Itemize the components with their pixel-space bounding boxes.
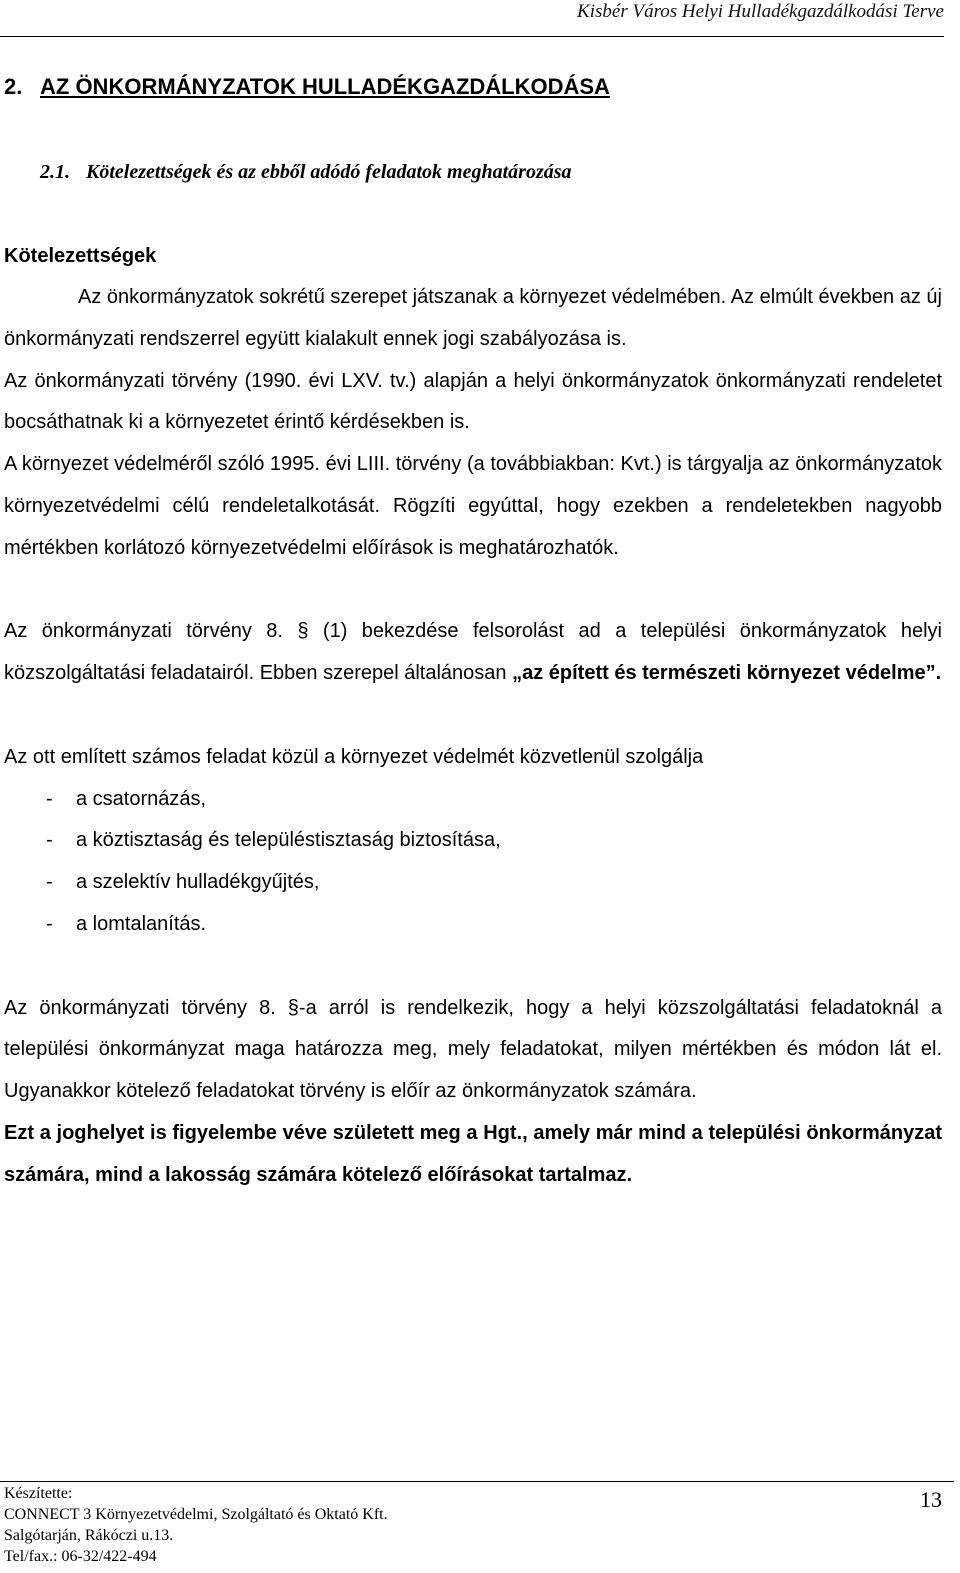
- paragraph-hgt-bold: Ezt a joghelyet is figyelembe véve született meg a Hgt., amely már mind a települési önkormányzat számára, mind a lakosság számára kötelező előírásokat tartalmaz.: [4, 1121, 942, 1186]
- page-number: 13: [920, 1487, 942, 1512]
- running-header: Kisbér Város Helyi Hulladékgazdálkodási Terve: [577, 1, 944, 22]
- paragraph-gap: [4, 570, 942, 612]
- paragraph-gap: [4, 695, 942, 737]
- list-item: [4, 820, 942, 862]
- paragraph-section-8-text: Az önkormányzati törvény 8. § (1) bekezdése felsorolást ad a települési önkormányzatok helyi közszolgáltatási feladatairól. Ebben szerepel általánosan: [4, 620, 942, 685]
- section-title: Kötelezettségek és az ebből adódó feladatok meghatározása: [86, 161, 572, 183]
- paragraph-mandatory-tasks: Az önkormányzati törvény 8. §-a arról is rendelkezik, hogy a helyi közszolgáltatási feladatoknál a települési önkormányzat maga határozza meg, mely feladatokat, milyen mértékben és módon lát el. Ugyanakkor kötelező feladatokat törvény is előír az önkormányzatok számára.: [4, 996, 942, 1103]
- chapter-title: AZ ÖNKORMÁNYZATOK HULLADÉKGAZDÁLKODÁSA: [40, 74, 610, 99]
- list-item: [4, 779, 942, 821]
- list-item-text: a köztisztaság és településtisztaság biztosítása,: [76, 829, 501, 852]
- list-item-text: a csatornázás,: [76, 787, 207, 810]
- list-item: [4, 862, 942, 904]
- footer-phone: Tel/fax.: 06-32/422-494: [4, 1548, 157, 1565]
- list-item-text: a lomtalanítás.: [76, 912, 207, 935]
- list-marker: -: [46, 787, 53, 810]
- footer-company: CONNECT 3 Környezetvédelmi, Szolgáltató és Oktató Kft.: [4, 1506, 388, 1523]
- list-marker: -: [46, 829, 53, 852]
- paragraph-gap: [4, 946, 942, 988]
- footer-prepared-by: Készítette:: [4, 1485, 73, 1502]
- chapter-number: 2.: [4, 74, 23, 99]
- paragraph-intro: Az önkormányzatok sokrétű szerepet játszanak a környezet védelmében. Az elmúlt években az új önkormányzati rendszerrel együtt kialakult ennek jogi szabályozása is.: [4, 286, 942, 350]
- paragraph-hgt: [4, 1113, 942, 1197]
- footer: [4, 1483, 604, 1567]
- paragraph-law-1990: Az önkormányzati törvény (1990. évi LXV. tv.) alapján a helyi önkormányzatok önkormányzati rendeletet bocsáthatnak ki a környezetet érintő kérdésekben is.: [4, 369, 942, 434]
- subheading: Kötelezettségek: [4, 245, 157, 267]
- paragraph-list-intro: Az ott említett számos feladat közül a környezet védelmét közvetlenül szolgálja: [4, 745, 704, 768]
- paragraph-kvt: A környezet védelméről szóló 1995. évi LIII. törvény (a továbbiakban: Kvt.) is tárgyalja az önkormányzatok környezetvédelmi célú rendeletalkotását. Rögzíti egyúttal, hogy ezekben a rendeletekben nagyobb mértékben korlátozó környezetvédelmi előírások is meghatározhatók.: [4, 453, 942, 559]
- list-item: [4, 904, 942, 946]
- list-marker: -: [46, 912, 53, 935]
- header-divider: [0, 36, 944, 37]
- paragraph-section-8-emphasis: „az épített és természeti környezet védelme”.: [512, 662, 942, 685]
- footer-address: Salgótarján, Rákóczi u.13.: [4, 1527, 174, 1544]
- chapter-heading: [4, 70, 944, 104]
- section-heading: [40, 156, 940, 188]
- list-marker: -: [46, 871, 53, 894]
- task-list: [4, 779, 942, 946]
- paragraph-section-8: [4, 611, 942, 695]
- footer-divider: [0, 1481, 954, 1482]
- list-item-text: a szelektív hulladékgyűjtés,: [76, 871, 320, 894]
- section-number: 2.1.: [40, 161, 70, 183]
- body-text: [4, 277, 942, 1197]
